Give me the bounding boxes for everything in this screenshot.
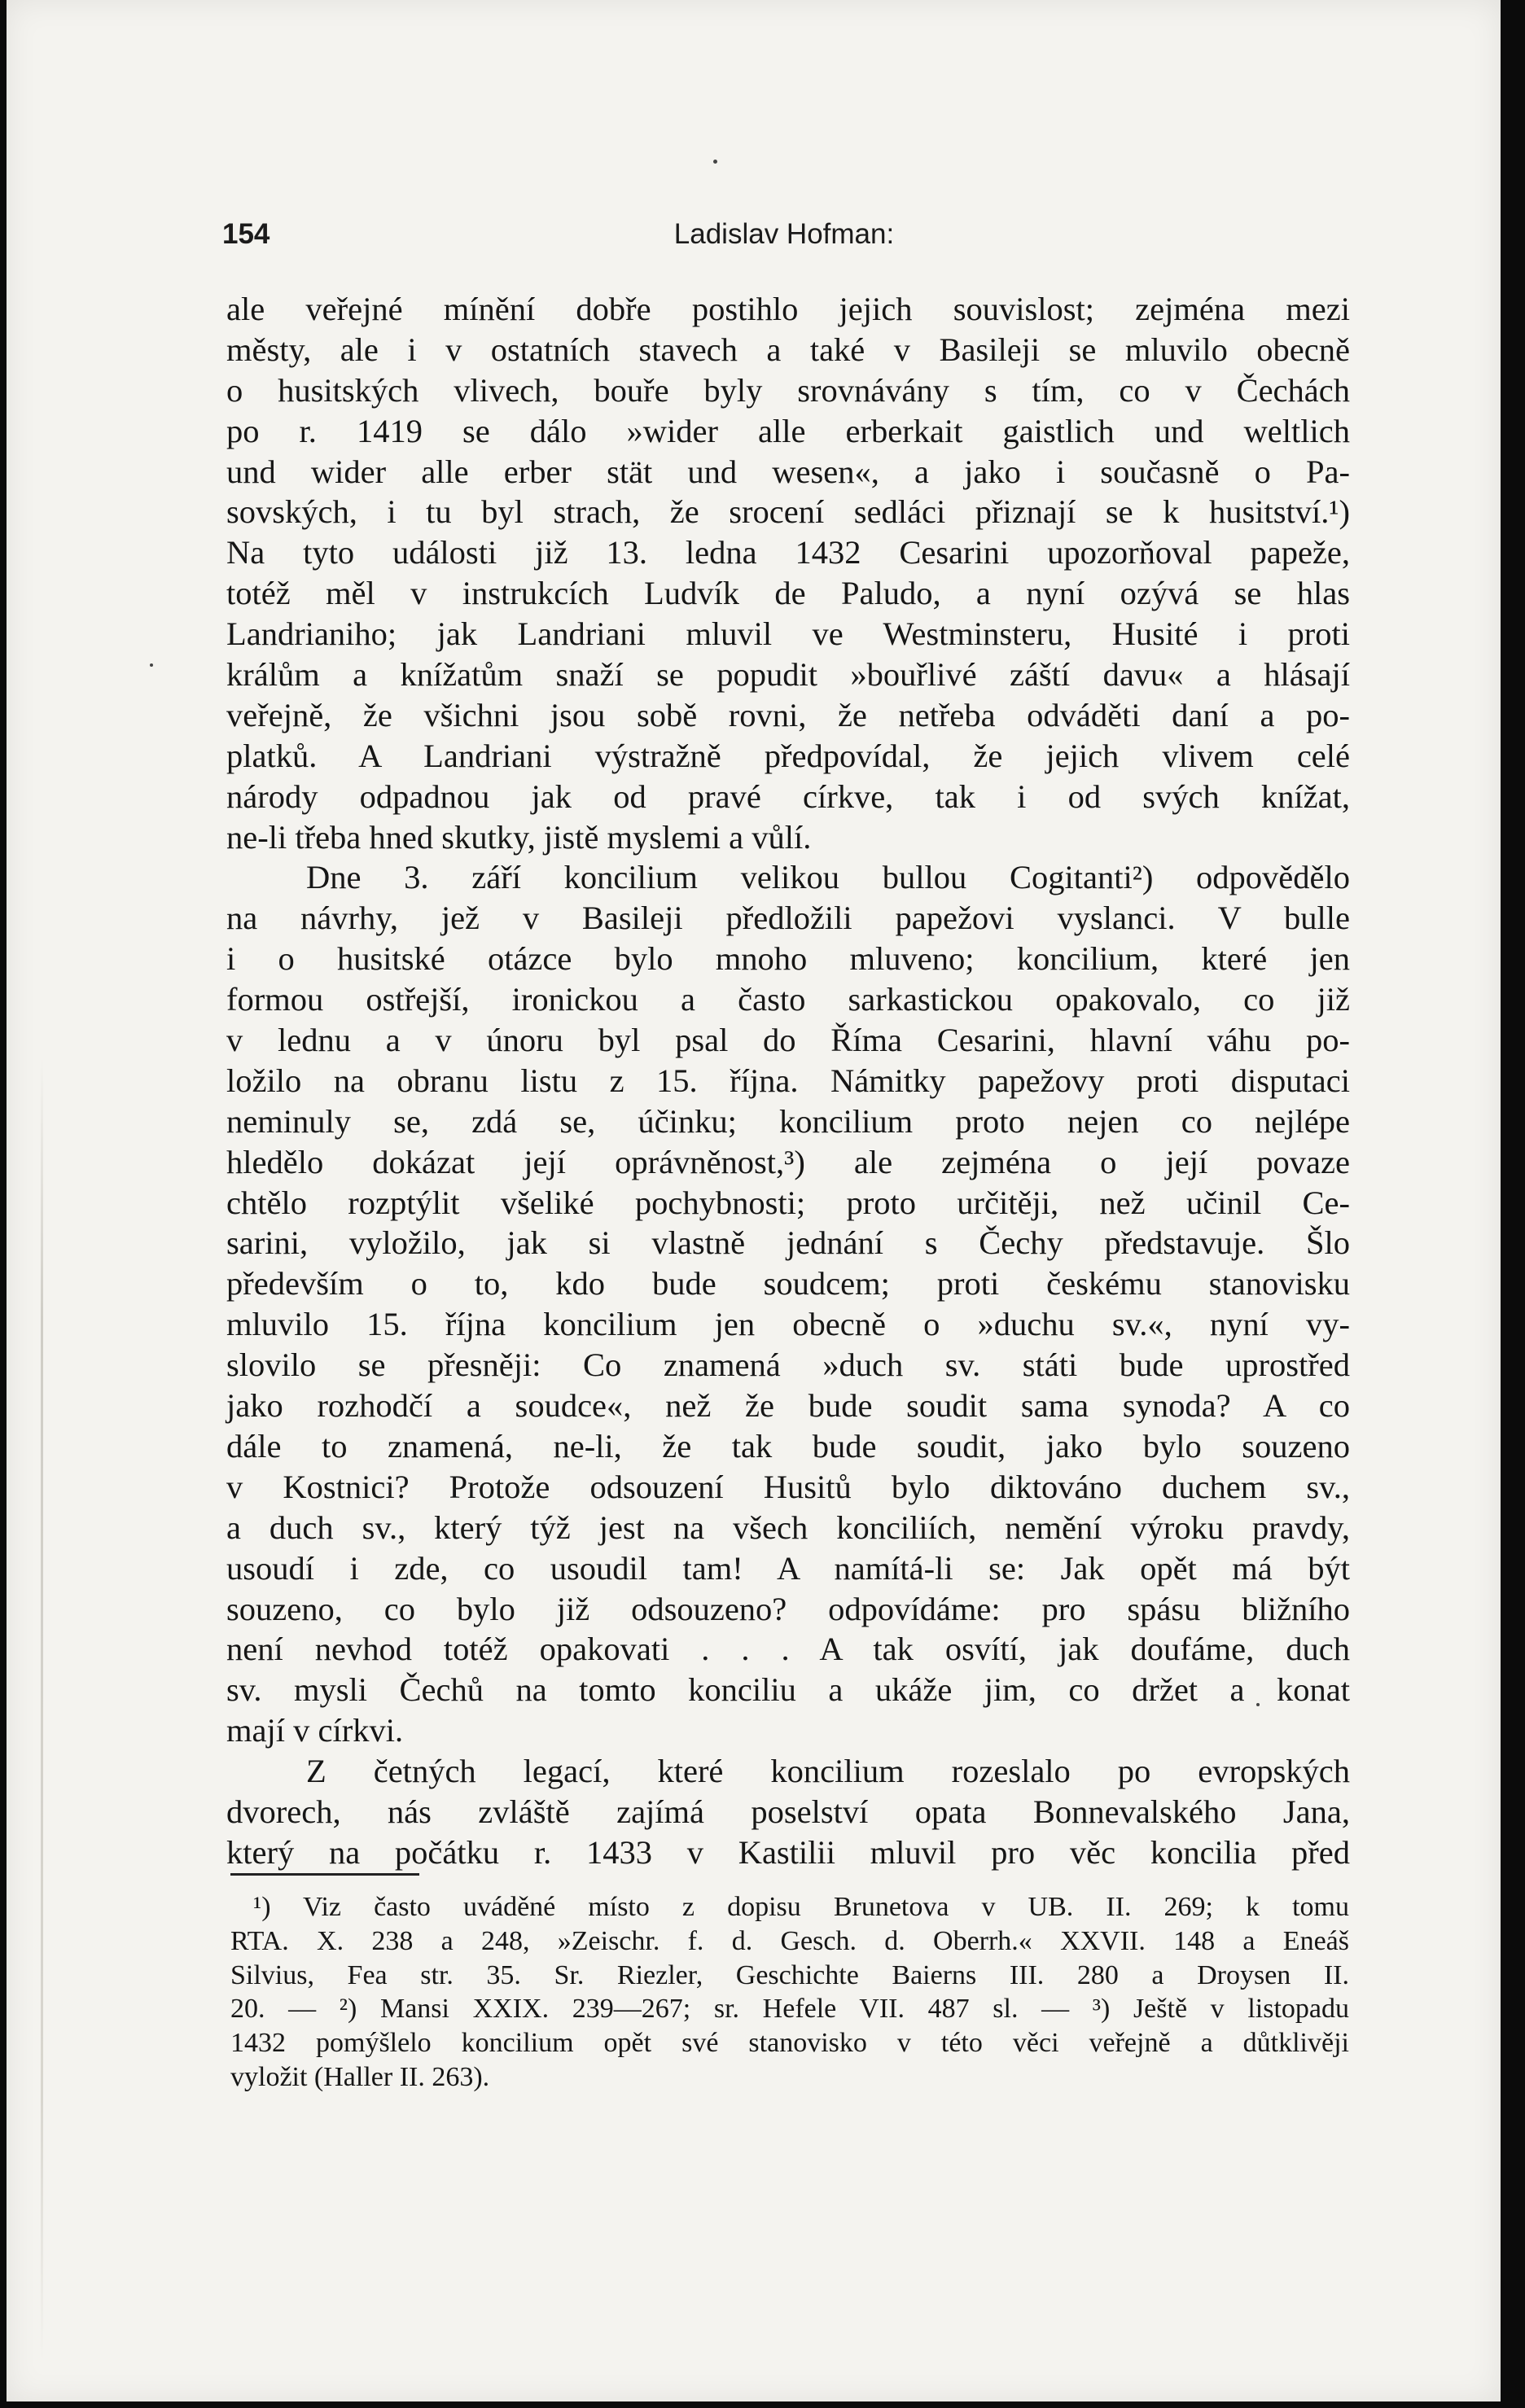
dust-speck xyxy=(713,160,717,164)
text-line: dvorech, nás zvláště zajímá poselství opata Bonnevalského Jana, xyxy=(226,1793,1350,1830)
text-line: totéž měl v instrukcích Ludvík de Paludo, a nyní ozývá se hlas xyxy=(226,575,1350,612)
text-line: v lednu a v únoru byl psal do Říma Cesarini, hlavní váhu po- xyxy=(226,1022,1350,1059)
text-line: veřejně, že všichni jsou sobě rovni, že netřeba odváděti daní a po- xyxy=(226,696,1350,733)
footnote-line: 20. — ²) Mansi XXIX. 239—267; sr. Hefele VII. 487 sl. — ³) Ještě v listopadu xyxy=(230,1994,1349,2025)
text-line: na návrhy, jež v Basileji předložili papežovi vyslanci. V bulle xyxy=(226,900,1350,937)
running-head: Ladislav Hofman: xyxy=(673,218,895,250)
footnote-line: vyložit (Haller II. 263). xyxy=(230,2061,490,2092)
text-line: usoudí i zde, co usoudil tam! A namítá-li se: Jak opět má být xyxy=(226,1549,1350,1587)
text-line: mají v církvi. xyxy=(226,1712,404,1749)
dust-speck xyxy=(150,663,153,667)
text-line: sv. mysli Čechů na tomto konciliu a ukáže jim, co držet a konat xyxy=(226,1671,1350,1709)
body-text xyxy=(226,289,1350,1873)
footnote-line: ¹) Viz často uváděné místo z dopisu Brunetova v UB. II. 269; k tomu xyxy=(253,1892,1349,1922)
text-line: Landrianiho; jak Landriani mluvil ve Westminsteru, Husité i proti xyxy=(226,615,1350,653)
text-line: neminuly se, zdá se, účinku; koncilium proto nejen co nejlépe xyxy=(226,1102,1350,1140)
text-line: po r. 1419 se dálo »wider alle erberkait gaistlich und weltlich xyxy=(226,412,1350,449)
binding-shadow xyxy=(41,1058,43,2361)
page-header xyxy=(222,218,1346,259)
text-line: souzeno, co bylo již odsouzeno? odpovídáme: pro spásu bližního xyxy=(226,1590,1350,1627)
text-line: jako rozhodčí a soudce«, než že bude soudit sama synoda? A co xyxy=(226,1387,1350,1425)
text-line: ale veřejné mínění dobře postihlo jejich souvislost; zejména mezi xyxy=(226,291,1350,327)
footnote-line: RTA. X. 238 a 248, »Zeischr. f. d. Gesch. d. Oberrh.« XXVII. 148 a Eneáš xyxy=(230,1925,1349,1956)
text-line: slovilo se přesněji: Co znamená »duch sv. státi bude uprostřed xyxy=(226,1346,1350,1384)
text-line: v Kostnici? Protože odsouzení Husitů bylo diktováno duchem sv., xyxy=(226,1468,1350,1505)
text-line: Dne 3. září koncilium velikou bullou Cogitanti²) odpovědělo xyxy=(306,859,1350,896)
text-line: sovských, i tu byl strach, že srocení sedláci přiznají se k husitství.¹) xyxy=(226,493,1350,531)
footnote-line: 1432 pomýšlelo koncilium opět své stanovisko v této věci veřejně a důtklivěji xyxy=(230,2028,1349,2059)
footnote-rule xyxy=(230,1873,419,1876)
text-line: především o to, kdo bude soudcem; proti českému stanovisku xyxy=(226,1265,1350,1303)
text-line: chtělo rozptýlit všeliké pochybnosti; proto určitěji, než učinil Ce- xyxy=(226,1184,1350,1221)
text-line: a duch sv., který týž jest na všech konciliích, nemění výroku pravdy, xyxy=(226,1508,1350,1546)
text-line: není nevhod totéž opakovati . . . A tak osvítí, jak doufáme, duch xyxy=(226,1631,1350,1668)
text-line: králům a knížatům snaží se popudit »bouřlivé záští davu« a hlásají xyxy=(226,656,1350,694)
text-line: ne-li třeba hned skutky, jistě myslemi a vůlí. xyxy=(226,818,812,856)
text-line: platků. A Landriani výstražně předpovídal, že jejich vlivem celé xyxy=(226,737,1350,774)
text-line: hledělo dokázat její oprávněnost,³) ale zejména o její povaze xyxy=(226,1143,1350,1180)
page-number: 154 xyxy=(222,218,270,250)
footnote-line: Silvius, Fea str. 35. Sr. Riezler, Geschichte Baierns III. 280 a Droysen II. xyxy=(230,1959,1349,1990)
text-line: městy, ale i v ostatních stavech a také v Basileji se mluvilo obecně xyxy=(226,331,1350,368)
text-line: o husitských vlivech, bouře byly srovnávány s tím, co v Čechách xyxy=(226,371,1350,409)
text-line: dále to znamená, ne-li, že tak bude soudit, jako bylo souzeno xyxy=(226,1427,1350,1465)
text-line: ložilo na obranu listu z 15. října. Námitky papežovy proti disputaci xyxy=(226,1062,1350,1099)
text-line: und wider alle erber stät und wesen«, a jako i současně o Pa- xyxy=(226,453,1350,490)
text-line: Na tyto události již 13. ledna 1432 Cesarini upozorňoval papeže, xyxy=(226,534,1350,571)
text-line: který na počátku r. 1433 v Kastilii mluvil pro věc koncilia před xyxy=(226,1833,1350,1871)
page xyxy=(7,0,1501,2401)
text-line: národy odpadnou jak od pravé církve, tak i od svých knížat, xyxy=(226,777,1350,815)
text-line: sarini, vyložilo, jak si vlastně jednání s Čechy představuje. Šlo xyxy=(226,1224,1350,1262)
text-line: Z četných legací, které koncilium rozeslalo po evropských xyxy=(306,1753,1350,1790)
text-line: i o husitské otázce bylo mnoho mluveno; koncilium, které jen xyxy=(226,940,1350,978)
footnotes xyxy=(230,1890,1349,2095)
text-line: mluvilo 15. října koncilium jen obecně o »duchu sv.«, nyní vy- xyxy=(226,1306,1350,1343)
text-line: formou ostřejší, ironickou a často sarkastickou opakovalo, co již xyxy=(226,981,1350,1018)
